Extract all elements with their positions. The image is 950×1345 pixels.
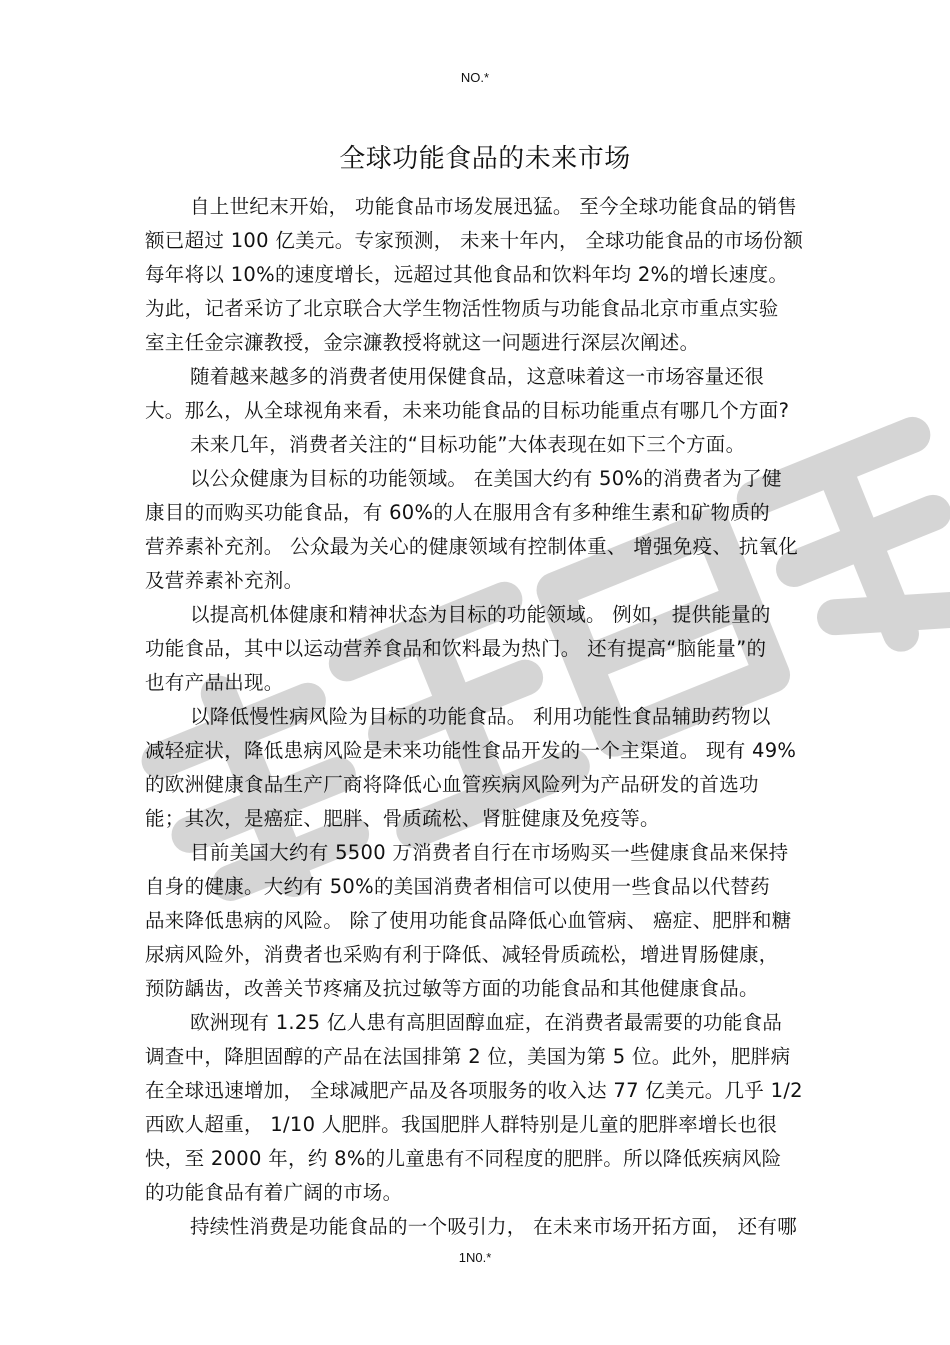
- text-line: 的功能食品有着广阔的市场。: [145, 1181, 403, 1204]
- text-line: 及营养素补充剂。: [145, 569, 304, 592]
- text-line: 快，至 2000 年，约 8%的儿童患有不同程度的肥胖。所以降低疾病风险: [145, 1147, 782, 1170]
- text-line: 额已超过 100 亿美元。专家预测， 未来十年内， 全球功能食品的市场份额: [145, 229, 804, 252]
- text-line: 功能食品，其中以运动营养食品和饮料最为热门。 还有提高“脑能量”的: [145, 637, 767, 660]
- text-line: 也有产品出现。: [145, 671, 284, 694]
- text-line: 大。那么，从全球视角来看，未来功能食品的目标功能重点有哪几个方面?: [145, 399, 790, 422]
- text-line: 以提高机体健康和精神状态为目标的功能领域。 例如，提供能量的: [190, 603, 771, 626]
- text-line: 为此，记者采访了北京联合大学生物活性物质与功能食品北京市重点实验: [145, 297, 779, 320]
- text-line: 调查中，降胆固醇的产品在法国排第 2 位，美国为第 5 位。此外，肥胖病: [145, 1045, 791, 1068]
- text-line: 西欧人超重， 1/10 人肥胖。我国肥胖人群特别是儿童的肥胖率增长也很: [145, 1113, 778, 1136]
- text-line: 随着越来越多的消费者使用保健食品，这意味着这一市场容量还很: [190, 365, 765, 388]
- text-line: 目前美国大约有 5500 万消费者自行在市场购买一些健康食品来保持: [190, 841, 789, 864]
- text-line: 欧洲现有 1.25 亿人患有高胆固醇血症，在消费者最需要的功能食品: [190, 1011, 783, 1034]
- text-line: 预防龋齿，改善关节疼痛及抗过敏等方面的功能食品和其他健康食品。: [145, 977, 759, 1000]
- text-line: 每年将以 10%的速度增长，远超过其他食品和饮料年均 2%的增长速度。: [145, 263, 789, 286]
- text-line: 能；其次，是癌症、肥胖、骨质疏松、肾脏健康及免疫等。: [145, 807, 660, 830]
- text-line: 未来几年，消费者关注的“目标功能”大体表现在如下三个方面。: [190, 433, 746, 456]
- page-title: 全球功能食品的未来市场: [339, 144, 631, 174]
- text-line: 减轻症状，降低患病风险是未来功能性食品开发的一个主渠道。 现有 49%: [145, 739, 797, 762]
- article-body: [145, 190, 855, 1244]
- text-line: 营养素补充剂。 公众最为关心的健康领域有控制体重、 增强免疫、 抗氧化: [145, 535, 799, 558]
- page-marker-header: NO.*: [460, 70, 490, 85]
- text-line: 持续性消费是功能食品的一个吸引力， 在未来市场开拓方面， 还有哪: [190, 1215, 797, 1238]
- page-number-footer: 1N0.*: [458, 1250, 492, 1265]
- text-line: 在全球迅速增加， 全球减肥产品及各项服务的收入达 77 亿美元。几乎 1/2: [145, 1079, 803, 1102]
- text-line: 尿病风险外，消费者也采购有利于降低、减轻骨质疏松，增进胃肠健康，: [145, 943, 779, 966]
- text-line: 室主任金宗濂教授，金宗濂教授将就这一问题进行深层次阐述。: [145, 331, 700, 354]
- text-line: 品来降低患病的风险。 除了使用功能食品降低心血管病、 癌症、肥胖和糖: [145, 909, 792, 932]
- text-line: 自身的健康。大约有 50%的美国消费者相信可以使用一些食品以代替药: [145, 875, 770, 898]
- text-line: 康目的而购买功能食品，有 60%的人在服用含有多种维生素和矿物质的: [145, 501, 770, 524]
- text-line: 的欧洲健康食品生产厂商将降低心血管疾病风险列为产品研发的首选功: [145, 773, 759, 796]
- text-line: 以降低慢性病风险为目标的功能食品。 利用功能性食品辅助药物以: [190, 705, 771, 728]
- text-line: 自上世纪末开始， 功能食品市场发展迅猛。 至今全球功能食品的销售: [190, 195, 797, 218]
- text-line: 以公众健康为目标的功能领域。 在美国大约有 50%的消费者为了健: [190, 467, 782, 490]
